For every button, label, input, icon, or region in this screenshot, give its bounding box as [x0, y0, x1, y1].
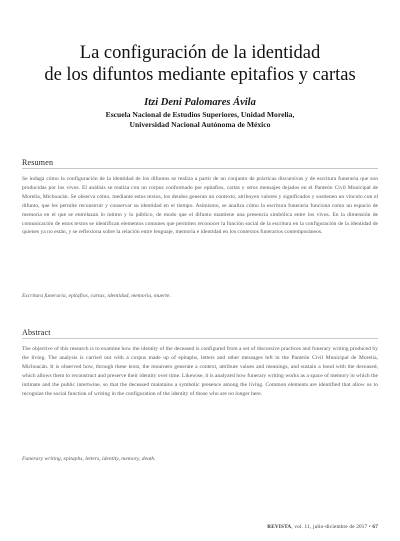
resumen-text: Se indaga cómo la configuración de la identidad de los difuntos se realiza a partir de un conjunto de prácticas discursivas y de escritura funeraria que son producidas por los vivos. El análisis se realiza con un corpus conformado por epitafios, cartas y otros mensajes dejados en el Panteón Civil Municipal de Morelia, Michoacán. Se observa cómo, mediante estos textos, los deudos generan un contexto, atribuyen valores y significados y sostienen un vínculo con el difunto, que les permite reconstruir y conservar su identidad en el tiempo. Asimismo, se analiza cómo la escritura funeraria funciona como un espacio de memoria en el que se entrelazan lo íntimo y lo público, de modo que el difunto mantiene una presencia simbólica entre los vivos. En la dimensión de comunicación de estos textos se identifican elementos comunes que permiten reconocer la función social de la escritura en la configuración de la identidad de quienes ya no están, y se reflexiona sobre la relación entre lenguaje, memoria e identidad en los contextos funerarios contemporáneos. — [22, 176, 378, 236]
page-footer: REVISTA, vol. 11, julio-diciembre de 2017 • 67 — [267, 524, 378, 530]
abstract-heading: Abstract — [22, 328, 51, 337]
abstract-text: The objective of this research is to examine how the identity of the deceased is configured from a set of discursive practices and funerary writing produced by the living. The analysis is carried out with a corpus made up of epitaphs, letters and other messages left in the Panteón Civil Municipal de Morelia, Michoacán. It is observed how, through these texts, the mourners generate a context, attribute values and meanings, and sustain a bond with the deceased, which allows them to reconstruct and preserve their identity over time. Likewise, it is analyzed how funerary writing works as a space of memory in which the intimate and the public intertwine, so that the deceased maintains a symbolic presence among the living. Common elements are identified that allow us to recognize the social function of writing in the configuration of the identity of those who are no longer here. — [22, 346, 378, 397]
footer-page-number: 67 — [372, 524, 378, 530]
title-line-1: La configuración de la identidad — [79, 43, 321, 63]
resumen-heading: Resumen — [22, 158, 54, 167]
footer-journal: REVISTA — [267, 524, 292, 530]
author-name: Itzi Deni Palomares Ávila — [144, 97, 256, 108]
abstract-keywords: Funerary writing, epitaphs, letters, identity, memory, death. — [22, 456, 156, 462]
author-block — [40, 96, 360, 130]
article-title — [20, 42, 380, 86]
section-divider — [22, 168, 378, 169]
affiliation-line-1: Escuela Nacional de Estudios Superiores, Unidad Morelia, — [105, 110, 295, 119]
title-line-2: de los difuntos mediante epitafios y cartas — [44, 65, 356, 85]
affiliation-line-2: Universidad Nacional Autónoma de México — [129, 120, 271, 129]
footer-issue: vol. 11, julio-diciembre de 2017 — [294, 524, 368, 530]
resumen-keywords: Escritura funeraria, epitafios, cartas, identidad, memoria, muerte. — [22, 293, 171, 299]
section-divider — [22, 338, 378, 339]
